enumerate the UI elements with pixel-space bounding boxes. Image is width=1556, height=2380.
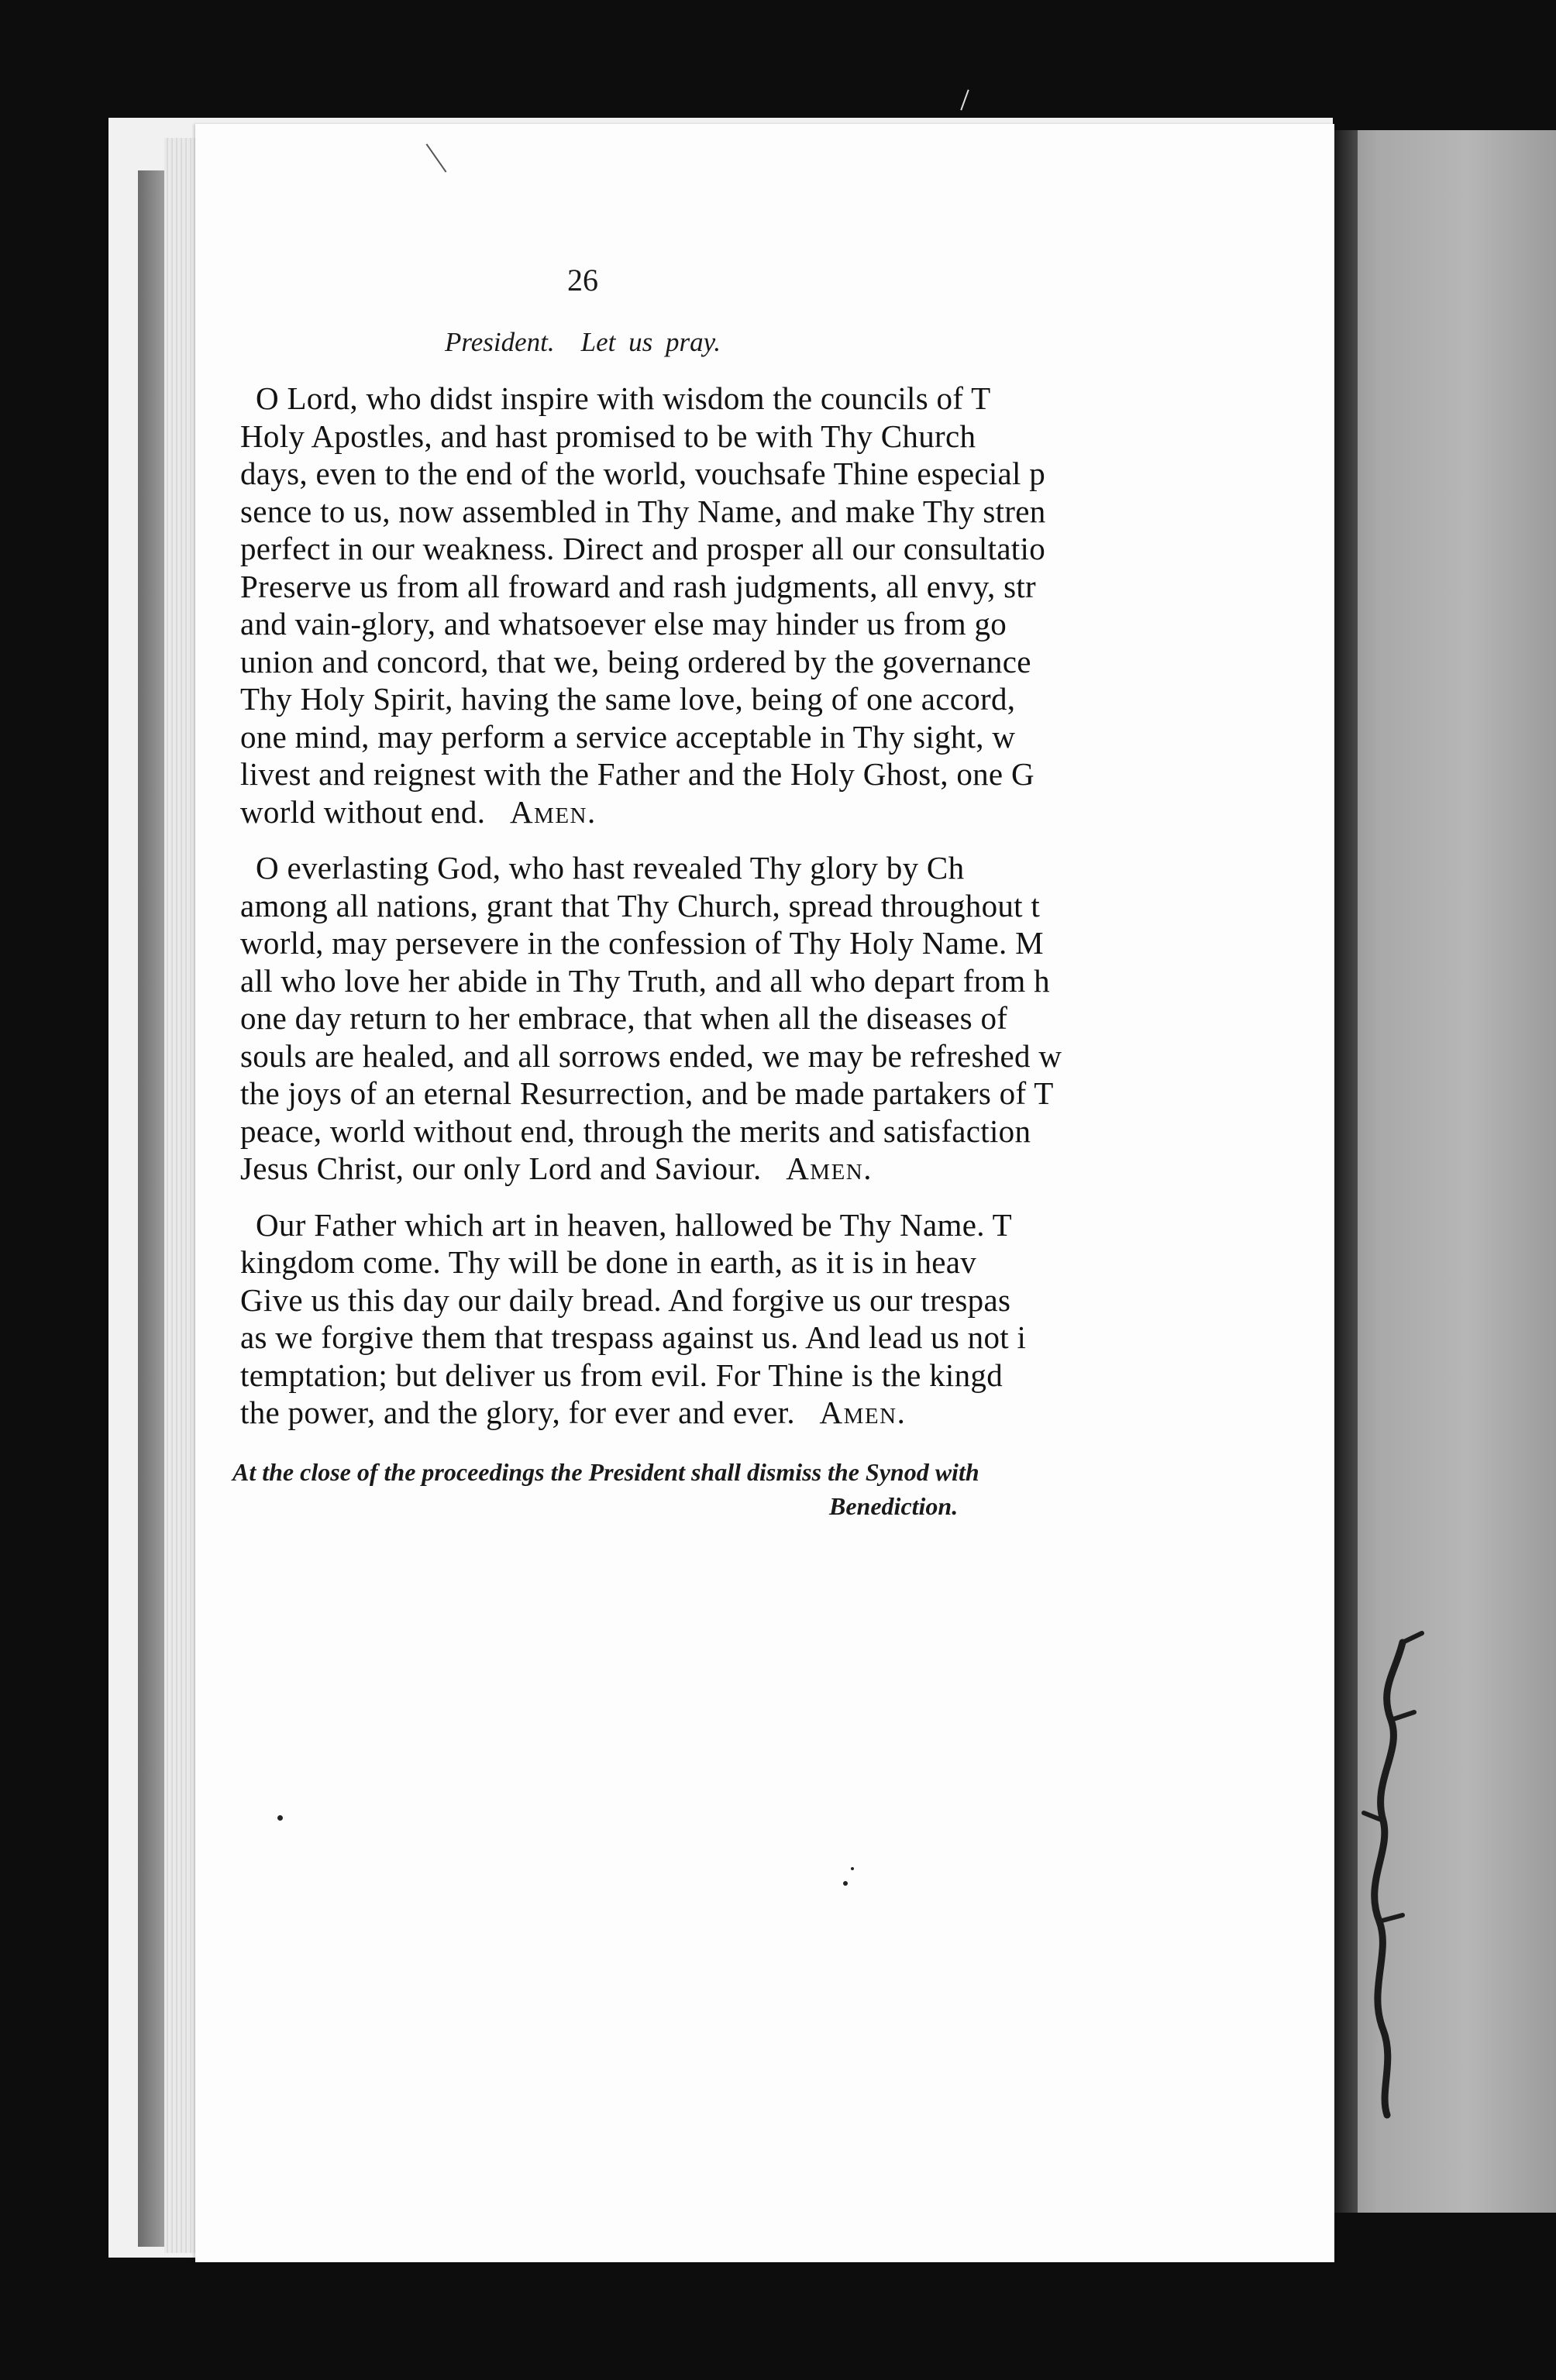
text-line: O everlasting God, who hast revealed Thy glory by Ch (256, 850, 965, 886)
text-line: perfect in our weakness. Direct and prosper all our consultatio (240, 531, 1045, 566)
text-line: Preserve us from all froward and rash judgments, all envy, str (240, 568, 1037, 604)
speck (851, 1867, 854, 1870)
text-line: kingdom come. Thy will be done in earth, as it is in heav (240, 1244, 977, 1280)
text-line: temptation; but deliver us from evil. For Thine is the kingd (240, 1357, 1003, 1393)
heading-speaker: President. (445, 327, 555, 357)
text-line-end: the power, and the glory, for ever and ever. (240, 1395, 795, 1430)
text-line: Thy Holy Spirit, having the same love, being of one accord, (240, 681, 1016, 717)
text-line: Holy Apostles, and hast promised to be with Thy Church (240, 418, 976, 454)
text-line: among all nations, grant that Thy Church, spread throughout t (240, 887, 1041, 923)
collect-for-councils (240, 380, 1403, 831)
text-line: one mind, may perform a service acceptable in Thy sight, w (240, 718, 1016, 755)
scratch-mark (960, 90, 969, 111)
text-line: Our Father which art in heaven, hallowed be Thy Name. T (256, 1206, 1012, 1243)
text-line: the joys of an eternal Resurrection, and be made partakers of T (240, 1075, 1054, 1111)
closing-rubric (232, 1455, 1395, 1523)
lords-prayer (240, 1206, 1403, 1432)
text-line: Give us this day our daily bread. And forgive us our trespas (240, 1281, 1011, 1318)
heading (195, 327, 970, 358)
rubric-line: At the close of the proceedings the President shall dismiss the Synod with (232, 1458, 979, 1486)
text-line: livest and reignest with the Father and the Holy Ghost, one G (240, 756, 1034, 792)
amen: Amen. (786, 1150, 873, 1186)
amen: Amen. (509, 793, 597, 830)
page-number: 26 (567, 263, 598, 298)
text-line: all who love her abide in Thy Truth, and all who depart from h (240, 962, 1050, 999)
ink-marks (1348, 1627, 1441, 2123)
text-line: union and concord, that we, being ordered by the governance (240, 643, 1031, 679)
text-line: days, even to the end of the world, vouchsafe Thine especial p (240, 456, 1046, 491)
text-line: and vain-glory, and whatsoever else may hinder us from go (240, 606, 1007, 641)
text-line: sence to us, now assembled in Thy Name, and make Thy stren (240, 493, 1046, 529)
heading-instruction: Let us pray. (580, 327, 721, 357)
text-line-end: Jesus Christ, our only Lord and Saviour. (240, 1150, 762, 1186)
prayer-text (240, 380, 1403, 1450)
text-line: as we forgive them that trespass against us. And lead us not i (240, 1319, 1027, 1355)
text-line: O Lord, who didst inspire with wisdom the councils of T (256, 380, 991, 416)
text-line (240, 793, 1403, 831)
text-line (240, 1150, 1403, 1188)
text-line: world, may persevere in the confession of Thy Holy Name. M (240, 925, 1044, 961)
text-line: one day return to her embrace, that when all the diseases of (240, 1000, 1008, 1036)
collect-for-the-church (240, 849, 1403, 1188)
speck (843, 1881, 848, 1886)
text-line-end: world without end. (240, 793, 486, 830)
text-line: souls are healed, and all sorrows ended, we may be refreshed w (240, 1037, 1062, 1074)
text-line (240, 1394, 1403, 1432)
speck (277, 1815, 283, 1821)
text-line: peace, world without end, through the merits and satisfaction (240, 1113, 1031, 1149)
rubric-line: Benediction. (829, 1492, 959, 1520)
amen: Amen. (819, 1395, 907, 1430)
